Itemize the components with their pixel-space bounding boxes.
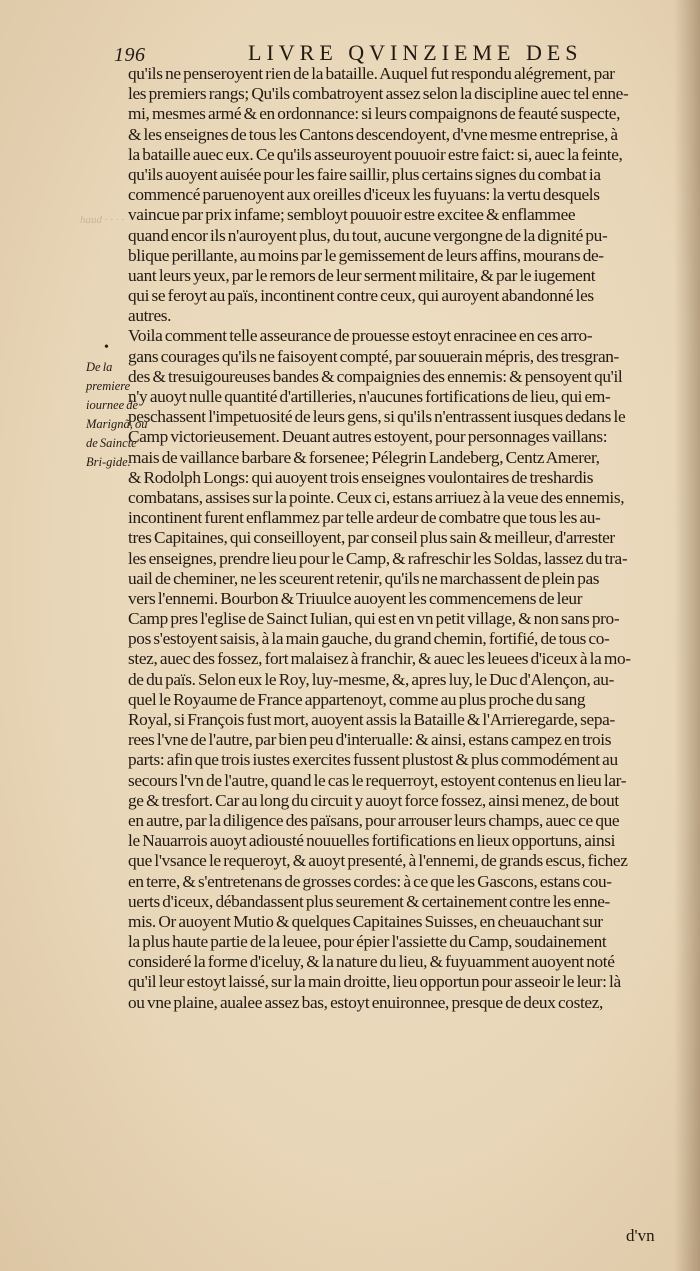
text-line: Royal, si François fust mort, auoyent assis la Bataille & l'Arrieregarde, sepa- <box>128 710 615 729</box>
text-line: stez, auec des fossez, fort malaisez à franchir, & auec les leuees d'iceux à la mo- <box>128 649 631 669</box>
show-through-text: haud · · · · <box>80 214 124 226</box>
text-line: tres Capitaines, qui conseilloyent, par conseil plus sain & meilleur, d'arrester <box>128 528 615 548</box>
text-line: que l'vsance le requeroyt, & auoyt presenté, à l'ennemi, de grands escus, fichez <box>128 851 628 871</box>
text-line: secours l'vn de l'autre, quand le cas le requerroyt, estoyent contenus en lieu lar- <box>128 770 627 790</box>
body-text <box>128 64 680 1013</box>
text-line: uail de cheminer, ne les sceurent retenir, qu'ils ne marchassent de plein pas <box>128 568 600 588</box>
margin-note: De la premiere iournee de Marignã, ou de Saincte Bri-gide. <box>86 360 148 469</box>
text-line: Camp pres l'eglise de Sainct Iulian, qui est en vn petit village, & non sans pro- <box>128 609 620 629</box>
text-line: les premiers rangs; Qu'ils combatroyent assez selon la discipline auec tel enne- <box>128 84 629 104</box>
text-line: qui se feroyt au païs, incontinent contre ceux, qui auroyent abandonné les <box>128 286 594 306</box>
text-line: Voila comment telle asseurance de prouesse estoyt enracinee en ces arro- <box>128 326 593 346</box>
text-line: qu'il leur estoyt laissé, sur la main droitte, lieu opportun pour asseoir le leur: là <box>128 972 621 992</box>
text-line: ge & tresfort. Car au long du circuit y auoyt force fossez, ainsi menez, de bout <box>128 790 619 810</box>
text-line: la bataille auec eux. Ce qu'ils asseuroyent pouuoir estre faict: si, auec la feinte, <box>128 144 623 164</box>
text-line: & les enseignes de tous les Cantons descendoyent, d'vne mesme entreprise, à <box>128 124 618 144</box>
text-line: pos s'estoyent saisis, à la main gauche, du grand chemin, fortifié, de tous co- <box>128 629 610 649</box>
text-line: le Nauarrois auoyt adiousté nouuelles fortifications en lieux opportuns, ainsi <box>128 831 616 851</box>
text-line: ou vne plaine, aualee assez bas, estoyt enuironnee, presque de deux costez, <box>128 992 604 1012</box>
running-head: LIVRE QVINZIEME DES <box>248 40 583 65</box>
text-line: les enseignes, prendre lieu pour le Camp, & rafreschir les Soldas, lassez du tra- <box>128 548 628 568</box>
text-line: qu'ils auoyent auisée pour les faire saillir, plus certains signes du combat ia <box>128 164 601 184</box>
text-line: en autre, par la diligence des païsans, pour arrouser leurs champs, auec ce que <box>128 810 620 830</box>
text-line: n'y auoyt nulle quantité d'artilleries, n'aucunes fortifications de lieu, qui em- <box>128 387 611 406</box>
text-line: quand encor ils n'auroyent plus, du tout, aucune vergongne de la dignité pu- <box>128 225 608 245</box>
text-line: & Rodolph Longs: qui auoyent trois enseignes voulontaires de treshardis <box>128 467 594 487</box>
text-line: Camp victorieusement. Deuant autres estoyent, pour personnages vaillans: <box>128 427 608 447</box>
text-line: en terre, & s'entretenans de grosses cordes: à ce que les Gascons, estans cou- <box>128 871 612 891</box>
text-line: consideré la forme d'iceluy, & la nature du lieu, & fuyuamment auoyent noté <box>128 952 615 972</box>
text-line: quel le Royaume de France appartenoyt, comme au plus proche du sang <box>128 689 586 709</box>
text-line: mais de vaillance barbare & forsenee; Pélegrin Landeberg, Centz Amerer, <box>128 447 600 467</box>
text-line: commencé paruenoyent aux oreilles d'iceux les fuyuans: la vertu desquels <box>128 185 600 205</box>
text-line: mis. Or auoyent Mutio & quelques Capitaines Suisses, en cheuauchant sur <box>128 911 603 931</box>
text-line: autres. <box>128 306 172 326</box>
text-line: vaincue par prix infame; sembloyt pouuoir estre excitee & enflammee <box>128 205 576 225</box>
text-line: vers l'ennemi. Bourbon & Triuulce auoyent les commencemens de leur <box>128 588 583 608</box>
text-line: des & tresuigoureuses bandes & compaignies des ennemis: & pensoyent qu'il <box>128 366 623 386</box>
text-line: blique perillante, au moins par le gemissement de leurs affins, mourans de- <box>128 245 604 265</box>
margin-bullet: • <box>104 340 109 355</box>
text-line: qu'ils ne penseroyent rien de la bataille. Auquel fut respondu alégrement, par <box>128 64 615 83</box>
text-line: mi, mesmes armé & en ordonnance: si leurs compaignons de feauté suspecte, <box>128 104 621 124</box>
text-line: gans courages qu'ils ne faisoyent compté, par souuerain mépris, des tresgran- <box>128 346 619 366</box>
text-line: parts: afin que trois iustes exercites fussent plustost & plus commodément au <box>128 750 618 770</box>
text-line: rees l'vne de l'autre, par bien peu d'interualle: & ainsi, estans campez en trois <box>128 730 612 750</box>
page-number: 196 <box>114 44 146 66</box>
text-line: peschassent l'impetuosité de leurs gens, si qu'ils n'entrassent iusques dedans le <box>128 407 626 427</box>
catchword: d'vn <box>626 1226 655 1245</box>
text-line: incontinent furent enflammez par telle ardeur de combatre que tous les au- <box>128 508 601 528</box>
text-line: uerts d'iceux, débandassent plus seurement & certainement contre les enne- <box>128 891 610 911</box>
text-line: de du païs. Selon eux le Roy, luy-mesme, &, apres luy, le Duc d'Alençon, au- <box>128 669 614 689</box>
text-line: combatans, assises sur la pointe. Ceux ci, estans arriuez à la veue des ennemis, <box>128 487 625 507</box>
text-line: la plus haute partie de la leuee, pour épier l'assiette du Camp, soudainement <box>128 932 607 952</box>
text-line: uant leurs yeux, par le remors de leur serment militaire, & par le iugement <box>128 265 596 285</box>
